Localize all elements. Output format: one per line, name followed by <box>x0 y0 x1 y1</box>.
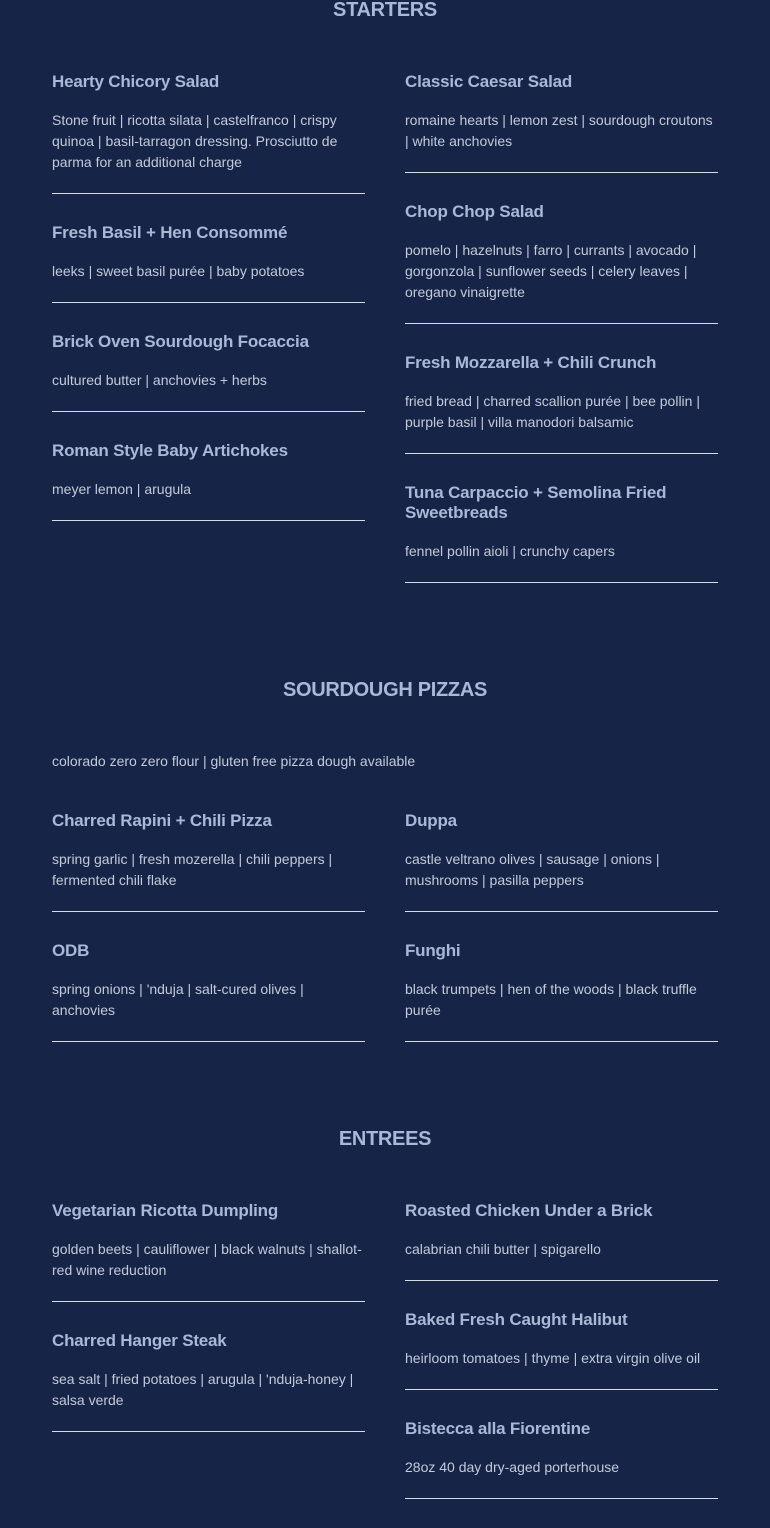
menu-item-name: ODB <box>52 941 90 960</box>
menu-item-name: Roman Style Baby Artichokes <box>52 441 288 460</box>
menu-item-description: leeks | sweet basil purée | baby potatoes <box>52 263 305 279</box>
pizzas-left-column <box>52 811 365 1071</box>
menu-item <box>52 941 365 1042</box>
menu-item <box>405 1310 718 1390</box>
menu-item-name: Roasted Chicken Under a Brick <box>405 1201 653 1220</box>
menu-item-name: Charred Hanger Steak <box>52 1331 227 1350</box>
menu-item-description: black trumpets | hen of the woods | black truffle purée <box>405 981 697 1018</box>
menu-item-description: golden beets | cauliflower | black walnuts | shallot-red wine reduction <box>52 1241 362 1278</box>
entrees-right-column <box>405 1201 718 1528</box>
menu-item-description: Stone fruit | ricotta silata | castelfranco | crispy quinoa | basil-tarragon dressing. Prosciutto de parma for an additional charge <box>52 112 338 170</box>
menu-item-description: pomelo | hazelnuts | farro | currants | avocado | gorgonzola | sunflower seeds | celery leaves | oregano vinaigrette <box>405 242 697 300</box>
menu-item-name: Tuna Carpaccio + Semolina Fried Sweetbreads <box>405 483 667 522</box>
menu-item <box>405 811 718 912</box>
menu-item-name: Bistecca alla Fiorentine <box>405 1419 591 1438</box>
menu-item-name: Hearty Chicory Salad <box>52 72 220 91</box>
menu-item-name: Fresh Basil + Hen Consommé <box>52 223 288 242</box>
menu-item <box>405 941 718 1042</box>
menu-item <box>405 353 718 454</box>
menu-item <box>405 483 718 583</box>
starters-right-column <box>405 72 718 612</box>
menu-item-description: castle veltrano olives | sausage | onions | mushrooms | pasilla peppers <box>405 851 660 888</box>
menu-item-name: Charred Rapini + Chili Pizza <box>52 811 272 830</box>
menu-item-description: romaine hearts | lemon zest | sourdough croutons | white anchovies <box>405 112 713 149</box>
menu-item-name: Fresh Mozzarella + Chili Crunch <box>405 353 657 372</box>
menu-item-description: sea salt | fried potatoes | arugula | 'nduja-honey | salsa verde <box>52 1371 354 1408</box>
menu-item-name: Classic Caesar Salad <box>405 72 573 91</box>
menu-item <box>405 202 718 324</box>
menu-item-description: 28oz 40 day dry-aged porterhouse <box>405 1459 620 1475</box>
starters-left-column <box>52 72 365 550</box>
menu-item <box>405 1201 718 1281</box>
menu-item <box>52 1201 365 1302</box>
menu-item-name: Brick Oven Sourdough Focaccia <box>52 332 309 351</box>
menu-item-description: calabrian chili butter | spigarello <box>405 1241 601 1257</box>
menu-item-name: Chop Chop Salad <box>405 202 544 221</box>
menu-item-name: Baked Fresh Caught Halibut <box>405 1310 628 1329</box>
menu-item <box>52 1331 365 1432</box>
menu-item <box>52 72 365 194</box>
menu-item-description: meyer lemon | arugula <box>52 481 192 497</box>
pizza-dough-note: colorado zero zero flour | gluten free pizza dough available <box>52 753 416 769</box>
menu-item <box>52 223 365 303</box>
section-title-starters: STARTERS <box>333 0 437 21</box>
section-title-entrees: ENTREES <box>338 1128 432 1150</box>
menu-item-description: cultured butter | anchovies + herbs <box>52 372 267 388</box>
menu-item <box>405 1419 718 1499</box>
menu-item <box>52 441 365 521</box>
menu-item <box>52 811 365 912</box>
menu-item-name: Duppa <box>405 811 457 830</box>
menu-item-description: spring garlic | fresh mozerella | chili peppers | fermented chili flake <box>52 851 333 888</box>
menu-item-description: fried bread | charred scallion purée | bee pollin | purple basil | villa manodori balsamic <box>405 393 700 430</box>
menu-item-name: Vegetarian Ricotta Dumpling <box>52 1201 279 1220</box>
menu-item <box>52 332 365 412</box>
section-title-pizzas: SOURDOUGH PIZZAS <box>282 679 488 701</box>
menu-item-description: heirloom tomatoes | thyme | extra virgin olive oil <box>405 1350 701 1366</box>
pizzas-right-column <box>405 811 718 1071</box>
entrees-left-column <box>52 1201 365 1461</box>
menu-item <box>405 72 718 173</box>
menu-item-description: fennel pollin aioli | crunchy capers <box>405 543 615 559</box>
menu-item-name: Funghi <box>405 941 461 960</box>
menu-item-description: spring onions | 'nduja | salt-cured olives | anchovies <box>52 981 304 1018</box>
